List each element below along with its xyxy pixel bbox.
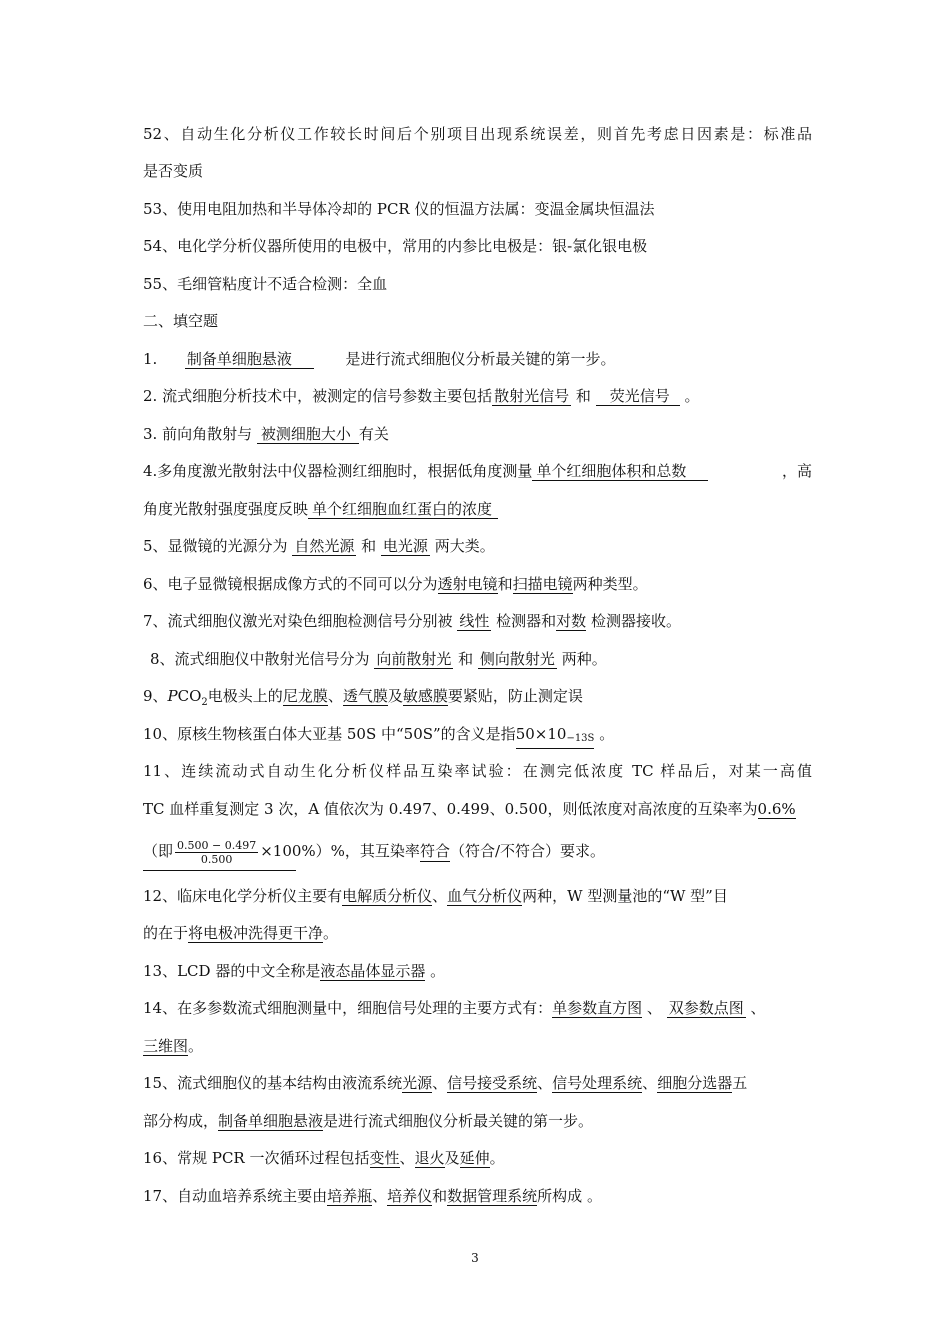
fill-16 (143, 1148, 812, 1168)
fill-9-blank-1: 尼龙膜 (282, 687, 328, 705)
fill-9-p: P (167, 687, 178, 705)
fill-11-blank-2: 符合 (419, 842, 450, 860)
fill-4-post1: ，高 (781, 462, 812, 480)
q52-line1: 52、自动生化分析仪工作较长时间后个别项目出现系统误差，则首先考虑日因素是：标准品 (143, 125, 812, 143)
fill-11-line2 (143, 799, 812, 819)
fill-11-line1: 11、连续流动式自动生化分析仪样品互染率试验：在测完低浓度 TC 样品后，对某一高值 (143, 762, 812, 780)
fill-2-blank-2: 荧光信号 (596, 387, 680, 406)
fill-10-blank-main: 50×10 (515, 725, 567, 743)
fill-5-blank-1: 自然光源 (294, 537, 355, 555)
fill-15-blank-2: 信号接受系统 (447, 1074, 538, 1092)
fill-8-blank-2: 侧向散射光 (479, 650, 555, 668)
fill-4-pre2: 角度光散射强度强度反映 (143, 500, 309, 518)
fill-17-post: 所构成 。 (537, 1187, 602, 1205)
fill-16-blank-1: 变性 (369, 1149, 400, 1167)
fill-5-mid: 和 (361, 537, 377, 555)
fill-9 (143, 686, 812, 713)
fill-9-sep2: 及 (387, 687, 403, 705)
fill-2 (143, 386, 812, 406)
fill-7-post: 检测器接收。 (590, 612, 681, 630)
fill-11-line3 (143, 836, 812, 866)
fill-2-post: 。 (684, 387, 700, 405)
fill-17-pre: 17、自动血培养系统主要由 (143, 1187, 328, 1205)
fill-15-pre: 15、流式细胞仪的基本结构由液流系统 (143, 1074, 403, 1092)
section-title: 二、填空题 (143, 312, 219, 330)
fill-1-blank: 制备单细胞悬液 (185, 350, 314, 369)
q54: 54、电化学分析仪器所使用的电极中，常用的内参比电极是：银-氯化银电极 (143, 237, 648, 255)
fill-8-mid: 和 (458, 650, 474, 668)
fill-5-post: 两大类。 (434, 537, 495, 555)
fill-14-blank-3: 三维图 (143, 1037, 189, 1055)
fill-3 (143, 424, 812, 444)
fill-6-blank-2: 扫描电镜 (512, 575, 573, 593)
fill-17-sep1: 、 (372, 1187, 388, 1205)
fill-12-post2: 。 (323, 924, 339, 942)
fill-13-blank: 液态晶体显示器 (320, 962, 426, 980)
fill-11-line2-pre: TC 血样重复测定 3 次，A 值依次为 0.497、0.499、0.500，则低浓度对高浓度的互染率为 (143, 800, 758, 818)
fill-11-open: （即 (143, 842, 174, 860)
fill-8 (150, 649, 812, 669)
fill-15-blank-3: 信号处理系统 (552, 1074, 643, 1092)
fill-9-blank-2: 透气膜 (342, 687, 388, 705)
fill-9-post: 要紧贴，防止测定误 (447, 687, 583, 705)
fill-12-blank-3: 将电极冲洗得更干净 (188, 924, 324, 942)
fill-9-sub: 2 (201, 697, 208, 708)
fill-16-pre: 16、常规 PCR 一次循环过程包括 (143, 1149, 370, 1167)
fill-14-pre: 14、在多参数流式细胞测量中，细胞信号处理的主要方式有： (143, 999, 553, 1017)
fill-13 (143, 961, 812, 981)
fill-4-blank-2: 单个红细胞血红蛋白的浓度 (308, 500, 498, 519)
fill-5 (143, 536, 812, 556)
q52-line2: 是否变质 (143, 162, 204, 180)
fill-7-pre: 7、流式细胞仪激光对染色细胞检测信号分别被 (143, 612, 453, 630)
fill-3-pre: 3. 前向角散射与 (143, 425, 253, 443)
fill-7-blank-1: 线性 (459, 612, 490, 630)
fill-2-blank-1: 散射光信号 (494, 387, 570, 405)
fill-3-blank: 被测细胞大小 (257, 425, 359, 444)
fill-13-pre: 13、LCD 器的中文全称是 (143, 962, 321, 980)
fill-4-blank-1: 单个红细胞体积和总数 (532, 462, 708, 481)
fill-7-mid: 检测器和 (496, 612, 557, 630)
fill-11-fraction (175, 839, 258, 866)
fill-8-blank-1: 向前散射光 (376, 650, 452, 668)
fill-9-blank-3: 敏感膜 (402, 687, 448, 705)
fill-8-post: 两种。 (561, 650, 607, 668)
fill-15-post1: 五 (732, 1074, 748, 1092)
fill-1-num: 1. (143, 350, 158, 368)
fill-12-post1: 两种，W 型测量池的“W 型”目 (522, 887, 728, 905)
fill-11-post: （符合/不符合）要求。 (449, 842, 606, 860)
fill-11-mid: %，其互染率 (330, 842, 420, 860)
fill-10 (143, 724, 812, 749)
fill-17-sep2: 和 (432, 1187, 448, 1205)
fill-10-pre: 10、原核生物核蛋白体大亚基 50S 中“50S”的含义是指 (143, 725, 516, 743)
fill-15-blank-5: 制备单细胞悬液 (218, 1112, 324, 1130)
fill-6-post: 两种类型。 (572, 575, 648, 593)
fill-15-sep3: 、 (642, 1074, 658, 1092)
fill-13-post: 。 (430, 962, 446, 980)
fill-11-frac-num: 0.500 − 0.497 (177, 838, 257, 852)
fill-12-blank-2: 血气分析仪 (447, 887, 523, 905)
fill-11-frac-post: ×100%） (260, 842, 331, 860)
fill-15-pre2: 部分构成， (143, 1112, 219, 1130)
fill-15-sep2: 、 (537, 1074, 553, 1092)
fill-12-sep: 、 (432, 887, 448, 905)
fill-17-blank-3: 数据管理系统 (447, 1187, 538, 1205)
fill-12-line1 (143, 886, 812, 906)
fill-12-line2 (143, 923, 812, 943)
fill-17 (143, 1186, 812, 1206)
fill-12-blank-1: 电解质分析仪 (342, 887, 433, 905)
fill-15-post2: 是进行流式细胞仪分析最关键的第一步。 (323, 1112, 594, 1130)
fill-2-mid: 和 (575, 387, 591, 405)
fill-17-blank-1: 培养瓶 (327, 1187, 373, 1205)
fill-14-blank-1: 单参数直方图 (552, 999, 643, 1017)
fill-14-line1 (143, 998, 812, 1018)
fill-14-blank-2: 双参数点图 (668, 999, 744, 1017)
fill-15-sep1: 、 (432, 1074, 448, 1092)
fill-5-blank-2: 电光源 (382, 537, 428, 555)
fill-16-sep1: 、 (399, 1149, 415, 1167)
fill-4-line2 (143, 499, 812, 519)
fill-5-pre: 5、显微镜的光源分为 (143, 537, 288, 555)
fill-1-rest: 是进行流式细胞仪分析最关键的第一步。 (345, 350, 616, 368)
fill-15-blank-1: 光源 (402, 1074, 433, 1092)
fill-10-post: 。 (599, 725, 615, 743)
fill-17-blank-2: 培养仪 (387, 1187, 433, 1205)
fill-14-sep2: 、 (750, 999, 766, 1017)
fill-3-post: 有关 (358, 425, 389, 443)
fill-9-mid: 电极头上的 (207, 687, 283, 705)
fill-11-frac-den: 0.500 (200, 852, 233, 866)
q55: 55、毛细管粘度计不适合检测：全血 (143, 275, 388, 293)
fill-6-blank-1: 透射电镜 (437, 575, 498, 593)
fill-12-pre: 12、临床电化学分析仪主要有 (143, 887, 343, 905)
fill-10-blank-exp: −13S (566, 733, 595, 744)
fill-16-sep2: 及 (444, 1149, 460, 1167)
fill-10-blank (516, 725, 595, 749)
fill-6-pre: 6、电子显微镜根据成像方式的不同可以分为 (143, 575, 438, 593)
fill-6-mid: 和 (497, 575, 513, 593)
page-number: 3 (471, 1251, 479, 1265)
fill-7-blank-2: 对数 (556, 612, 587, 630)
fill-15-line2 (143, 1111, 812, 1131)
fill-2-pre: 2. 流式细胞分析技术中，被测定的信号参数主要包括 (143, 387, 493, 405)
fill-12-pre2: 的在于 (143, 924, 189, 942)
fill-15-blank-4: 细胞分选器 (657, 1074, 733, 1092)
fill-14-sep1: 、 (646, 999, 662, 1017)
fill-4-line1 (143, 461, 812, 481)
fill-15-line1 (143, 1073, 812, 1093)
fill-7 (143, 611, 812, 631)
fill-6 (143, 574, 812, 594)
fill-9-pre: 9、 (143, 687, 168, 705)
fill-8-pre: 8、流式细胞仪中散射光信号分为 (150, 650, 370, 668)
fill-11-blank-1: 0.6% (757, 800, 796, 818)
fill-9-co: CO (177, 687, 202, 705)
fill-16-blank-3: 延伸 (459, 1149, 490, 1167)
fill-9-sep1: 、 (327, 687, 343, 705)
fill-16-blank-2: 退火 (414, 1149, 445, 1167)
fill-11-underline (143, 870, 296, 871)
fill-14-post: 。 (188, 1037, 204, 1055)
fill-4-pre: 4.多角度激光散射法中仪器检测红细胞时，根据低角度测量 (143, 462, 533, 480)
fill-14-line2 (143, 1036, 812, 1056)
fill-1 (143, 349, 812, 369)
q53: 53、使用电阻加热和半导体冷却的 PCR 仪的恒温方法属：变温金属块恒温法 (143, 200, 655, 218)
fill-16-post: 。 (489, 1149, 505, 1167)
